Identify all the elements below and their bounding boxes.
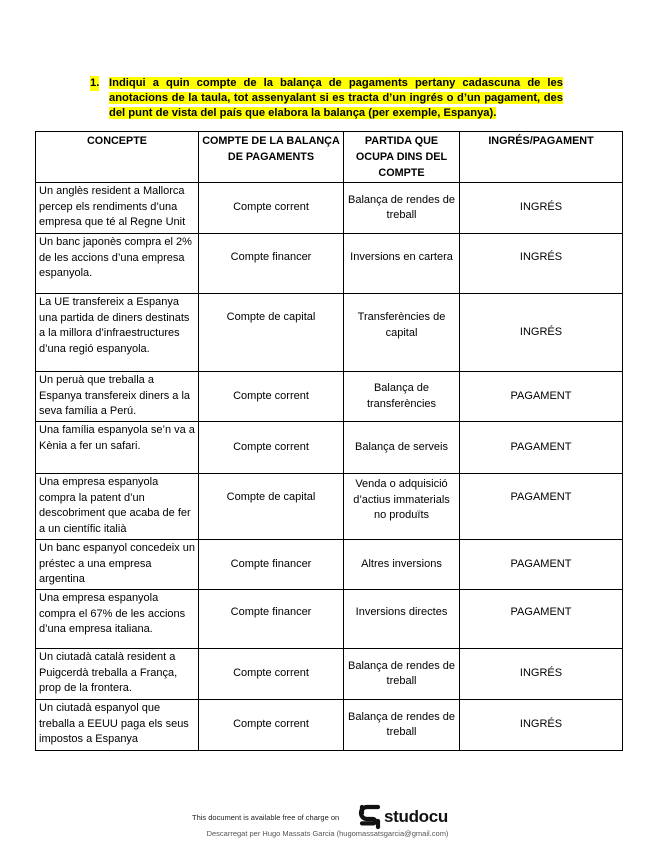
- cell-concepte: Una empresa espanyola compra el 67% de les accions d’una empresa italiana.: [36, 590, 199, 649]
- cell-tipus: PAGAMENT: [460, 540, 623, 590]
- cell-concepte: Una família espanyola se’n va a Kènia a fer un safari.: [36, 422, 199, 474]
- cell-concepte: La UE transfereix a Espanya una partida de diners destinats a la millora d’infraestructures d’una regió espanyola.: [36, 294, 199, 372]
- cell-partida: Balança de rendes de treball: [344, 183, 460, 234]
- cell-tipus: PAGAMENT: [460, 474, 623, 540]
- studocu-brand: studocu: [384, 807, 449, 826]
- table-row: [36, 183, 623, 234]
- question-number: 1.: [90, 77, 100, 89]
- cell-partida: Balança de rendes de treball: [344, 700, 460, 751]
- header-partida: PARTIDA QUE OCUPA DINS DEL COMPTE: [344, 132, 460, 183]
- cell-partida: Inversions directes: [344, 590, 460, 649]
- cell-compte: Compte financer: [199, 234, 344, 294]
- cell-compte: Compte corrent: [199, 372, 344, 422]
- table-row: [36, 540, 623, 590]
- question-block: [90, 76, 563, 121]
- cell-concepte: Una empresa espanyola compra la patent d’un descobriment que acaba de fer a un científic italià: [36, 474, 199, 540]
- cell-tipus: INGRÉS: [460, 649, 623, 700]
- cell-compte: Compte de capital: [199, 474, 344, 540]
- cell-compte: Compte de capital: [199, 294, 344, 372]
- header-compte: COMPTE DE LA BALANÇA DE PAGAMENTS: [199, 132, 344, 183]
- free-charge-text: This document is available free of charge on: [192, 813, 340, 822]
- cell-compte: Compte financer: [199, 590, 344, 649]
- cell-partida: Transferències de capital: [344, 294, 460, 372]
- table-row: [36, 234, 623, 294]
- footer-studocu: [0, 802, 655, 832]
- cell-compte: Compte corrent: [199, 183, 344, 234]
- cell-partida: Altres inversions: [344, 540, 460, 590]
- header-concepte: CONCEPTE: [36, 132, 199, 183]
- cell-tipus: PAGAMENT: [460, 422, 623, 474]
- studocu-s-icon: [358, 804, 382, 830]
- cell-tipus: INGRÉS: [460, 234, 623, 294]
- table-row: [36, 700, 623, 751]
- cell-compte: Compte financer: [199, 540, 344, 590]
- cell-partida: Balança de transferències: [344, 372, 460, 422]
- cell-partida: Inversions en cartera: [344, 234, 460, 294]
- table-row: [36, 294, 623, 372]
- cell-partida: Balança de serveis: [344, 422, 460, 474]
- download-attribution: Descarregat per Hugo Massats Garcia (hugomassatsgarcia@gmail.com): [206, 829, 449, 838]
- table-row: [36, 649, 623, 700]
- balance-of-payments-table: [35, 131, 623, 751]
- cell-concepte: Un banc espanyol concedeix un préstec a una empresa argentina: [36, 540, 199, 590]
- cell-concepte: Un anglès resident a Mallorca percep els rendiments d’una empresa que té al Regne Unit: [36, 183, 199, 234]
- table-row: [36, 474, 623, 540]
- cell-concepte: Un banc japonès compra el 2% de les accions d’una empresa espanyola.: [36, 234, 199, 294]
- cell-compte: Compte corrent: [199, 649, 344, 700]
- cell-tipus: INGRÉS: [460, 294, 623, 372]
- question-text: Indiqui a quin compte de la balança de pagaments pertany cadascuna de les anotacions de la taula, tot assenyalant si es tracta d’un ingrés o d’un pagament, des del punt de vista del país que elabora la balança (per exemple, Espanya).: [109, 77, 563, 119]
- cell-tipus: INGRÉS: [460, 183, 623, 234]
- cell-tipus: PAGAMENT: [460, 372, 623, 422]
- cell-partida: Venda o adquisició d’actius immaterials no produïts: [344, 474, 460, 540]
- cell-concepte: Un ciutadà català resident a Puigcerdà treballa a França, prop de la frontera.: [36, 649, 199, 700]
- table-row: [36, 590, 623, 649]
- table-row: [36, 372, 623, 422]
- cell-compte: Compte corrent: [199, 422, 344, 474]
- cell-concepte: Un peruà que treballa a Espanya transfereix diners a la seva família a Perú.: [36, 372, 199, 422]
- cell-compte: Compte corrent: [199, 700, 344, 751]
- cell-tipus: INGRÉS: [460, 700, 623, 751]
- cell-tipus: PAGAMENT: [460, 590, 623, 649]
- header-tipus: INGRÉS/PAGAMENT: [460, 132, 623, 183]
- cell-partida: Balança de rendes de treball: [344, 649, 460, 700]
- table-header-row: [36, 132, 623, 183]
- cell-concepte: Un ciutadà espanyol que treballa a EEUU paga els seus impostos a Espanya: [36, 700, 199, 751]
- table-row: [36, 422, 623, 474]
